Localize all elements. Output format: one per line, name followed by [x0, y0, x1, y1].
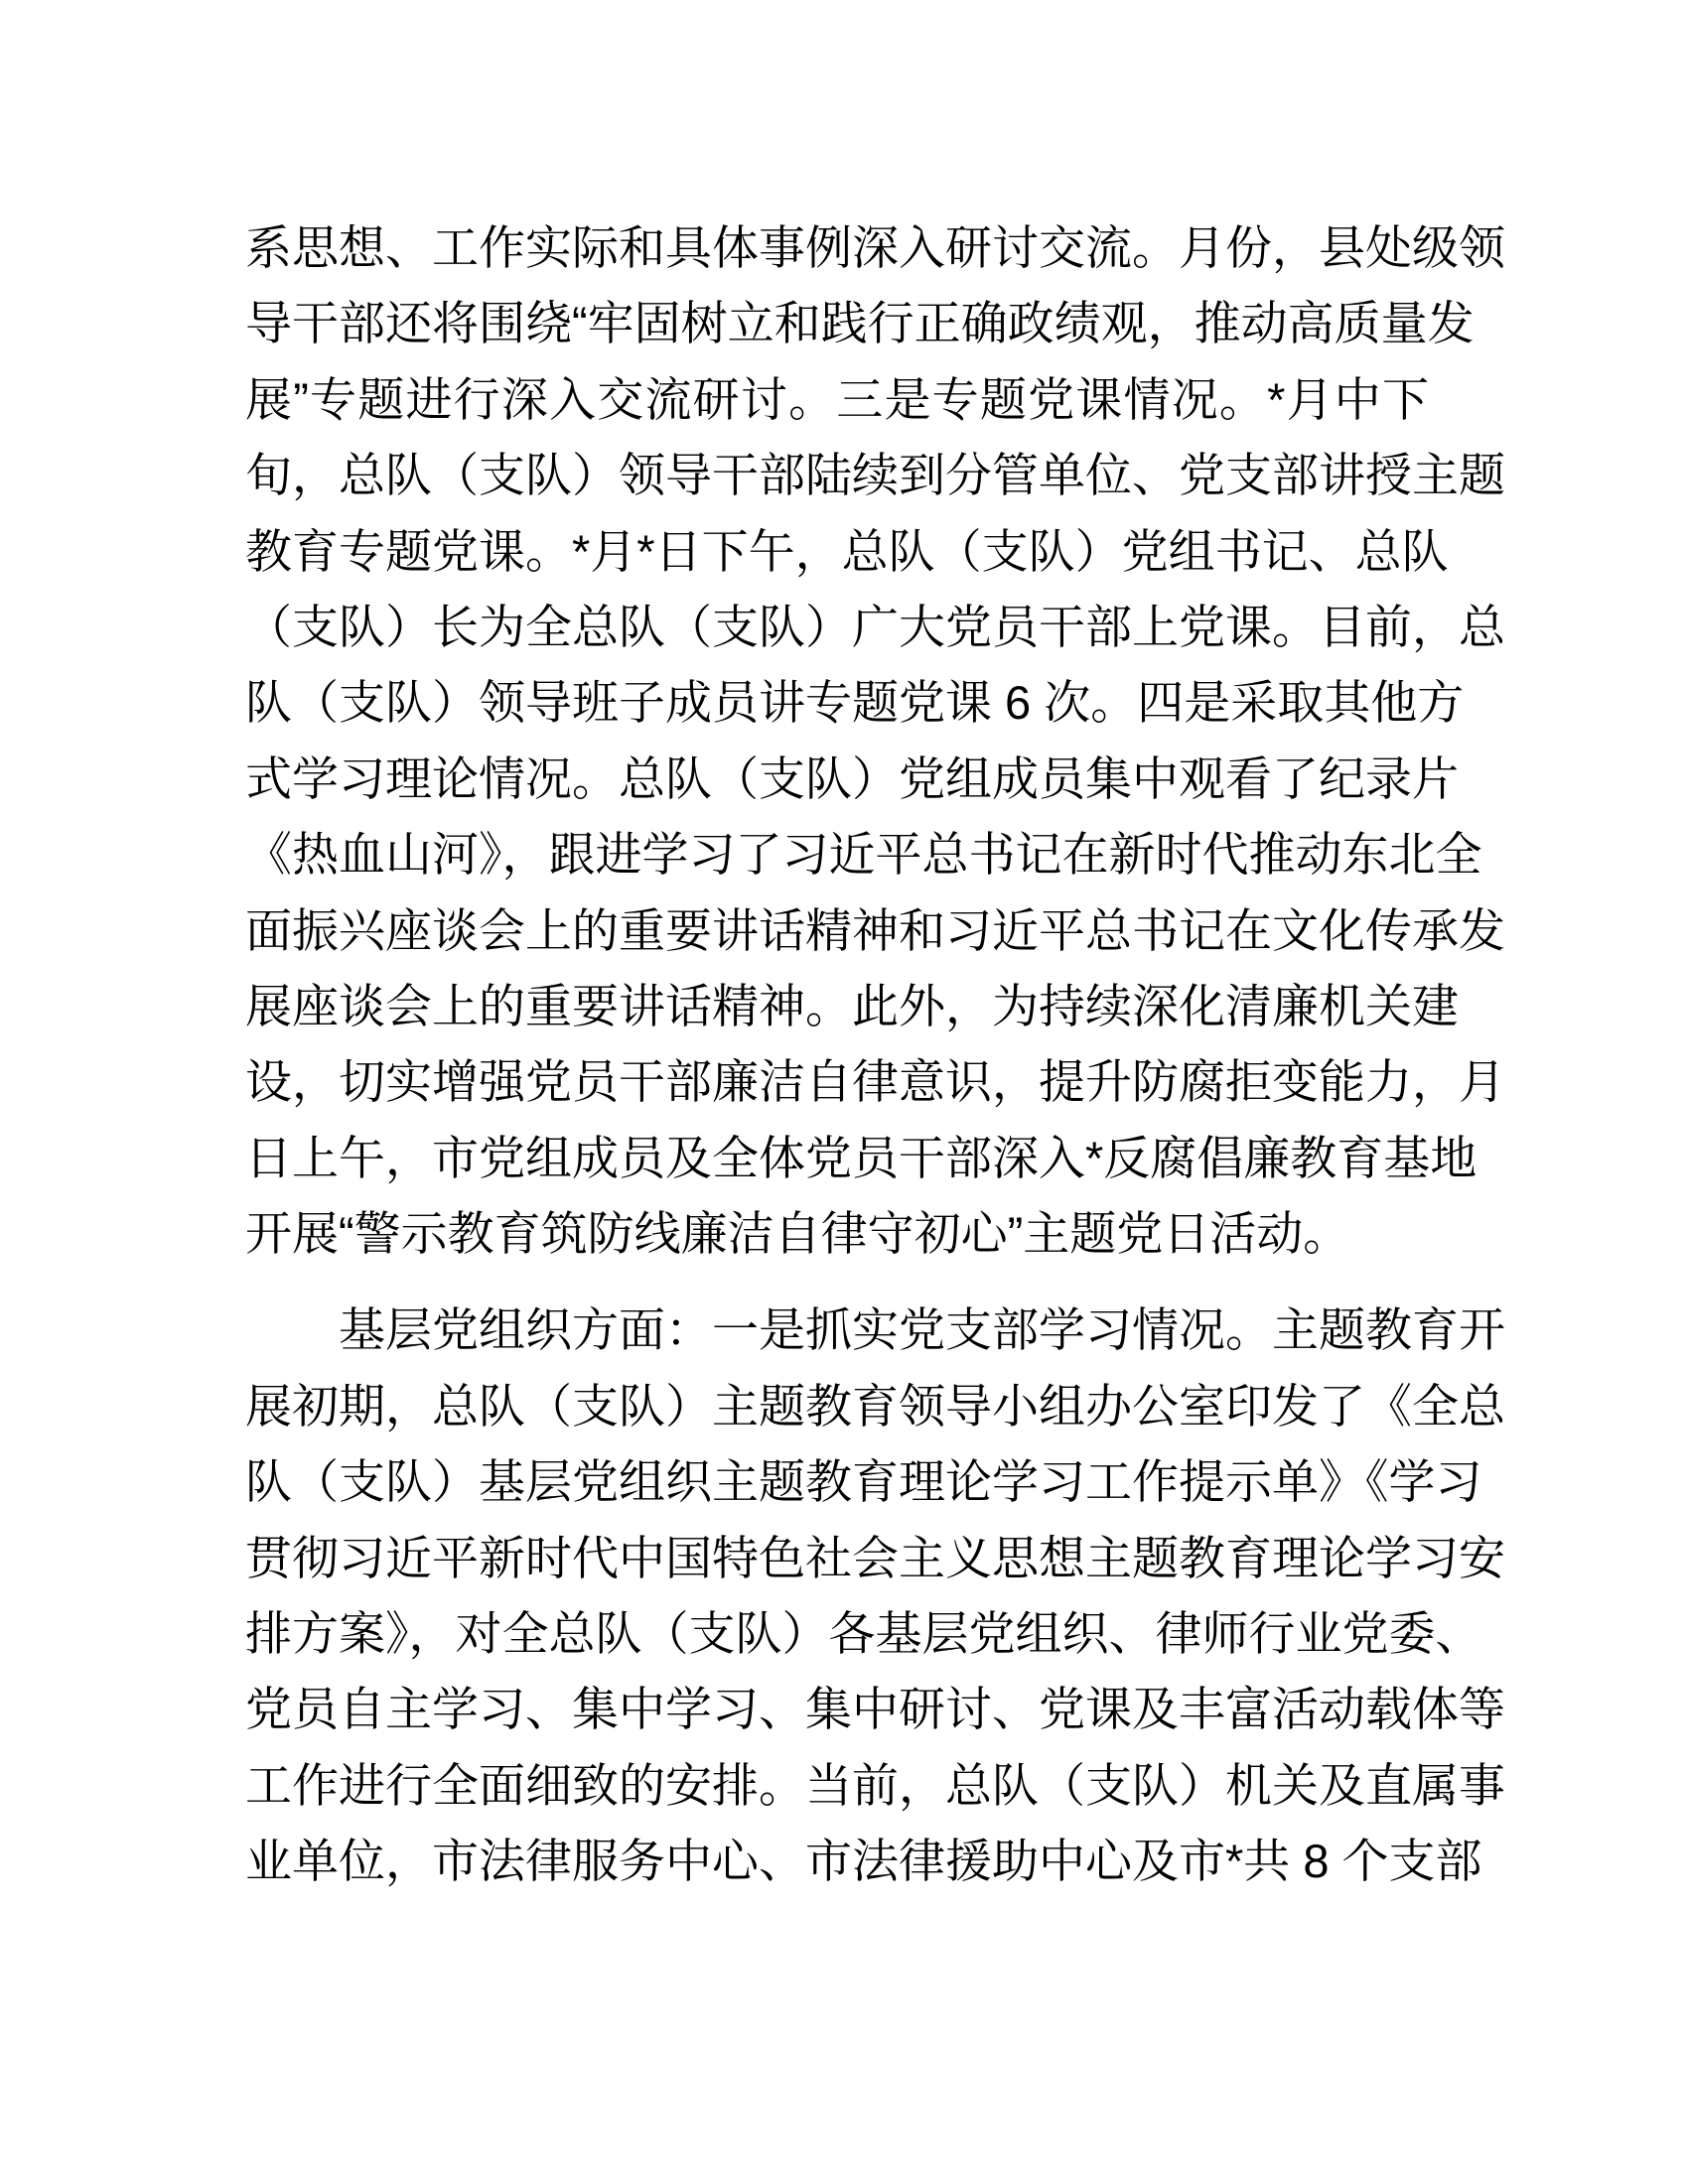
text-line: 展座谈会上的重要讲话精神。此外，为持续深化清廉机关建	[245, 979, 1459, 1032]
text-line: 教育专题党课。*月*日下午，总队（支队）党组书记、总队	[245, 524, 1449, 578]
text-line: 日上午，市党组成员及全体党员干部深入*反腐倡廉教育基地	[245, 1131, 1477, 1184]
text-line: 工作进行全面细致的安排。当前，总队（支队）机关及直属事	[245, 1758, 1505, 1812]
text-line: （支队）长为全总队（支队）广大党员干部上党课。目前，总	[245, 600, 1505, 653]
text-line: 展”专题进行深入交流研讨。三是专题党课情况。*月中下	[245, 372, 1429, 426]
text-line: 系思想、工作实际和具体事例深入研讨交流。月份，县处级领	[245, 221, 1505, 274]
text-line: 式学习理论情况。总队（支队）党组成员集中观看了纪录片	[245, 751, 1459, 805]
paragraph-leadership-study	[245, 210, 1505, 1272]
document-page	[245, 210, 1505, 1900]
text-line: 导干部还将围绕“牢固树立和践行正确政绩观，推动高质量发	[245, 297, 1475, 350]
text-line: 《热血山河》，跟进学习了习近平总书记在新时代推动东北全	[245, 828, 1482, 882]
text-line: 贯彻习近平新时代中国特色社会主义思想主题教育理论学习安	[245, 1531, 1505, 1584]
text-line: 旬，总队（支队）领导干部陆续到分管单位、党支部讲授主题	[245, 449, 1505, 502]
text-line: 开展“警示教育筑防线廉洁自律守初心”主题党日活动。	[245, 1207, 1350, 1261]
text-line: 基层党组织方面：一是抓实党支部学习情况。主题教育开	[339, 1303, 1505, 1357]
text-line: 队（支队）领导班子成员讲专题党课 6 次。四是采取其他方	[245, 676, 1465, 730]
text-line: 党员自主学习、集中学习、集中研讨、党课及丰富活动载体等	[245, 1683, 1505, 1736]
text-line: 业单位，市法律服务中心、市法律援助中心及市*共 8 个支部	[245, 1835, 1482, 1888]
text-line: 设，切实增强党员干部廉洁自律意识，提升防腐拒变能力，月	[245, 1055, 1505, 1109]
text-line: 面振兴座谈会上的重要讲话精神和习近平总书记在文化传承发	[245, 903, 1505, 957]
text-line: 展初期，总队（支队）主题教育领导小组办公室印发了《全总	[245, 1379, 1505, 1433]
paragraph-grassroots-organizations	[245, 1293, 1505, 1899]
text-line: 排方案》，对全总队（支队）各基层党组织、律师行业党委、	[245, 1607, 1482, 1661]
text-line: 队（支队）基层党组织主题教育理论学习工作提示单》《学习	[245, 1455, 1482, 1509]
